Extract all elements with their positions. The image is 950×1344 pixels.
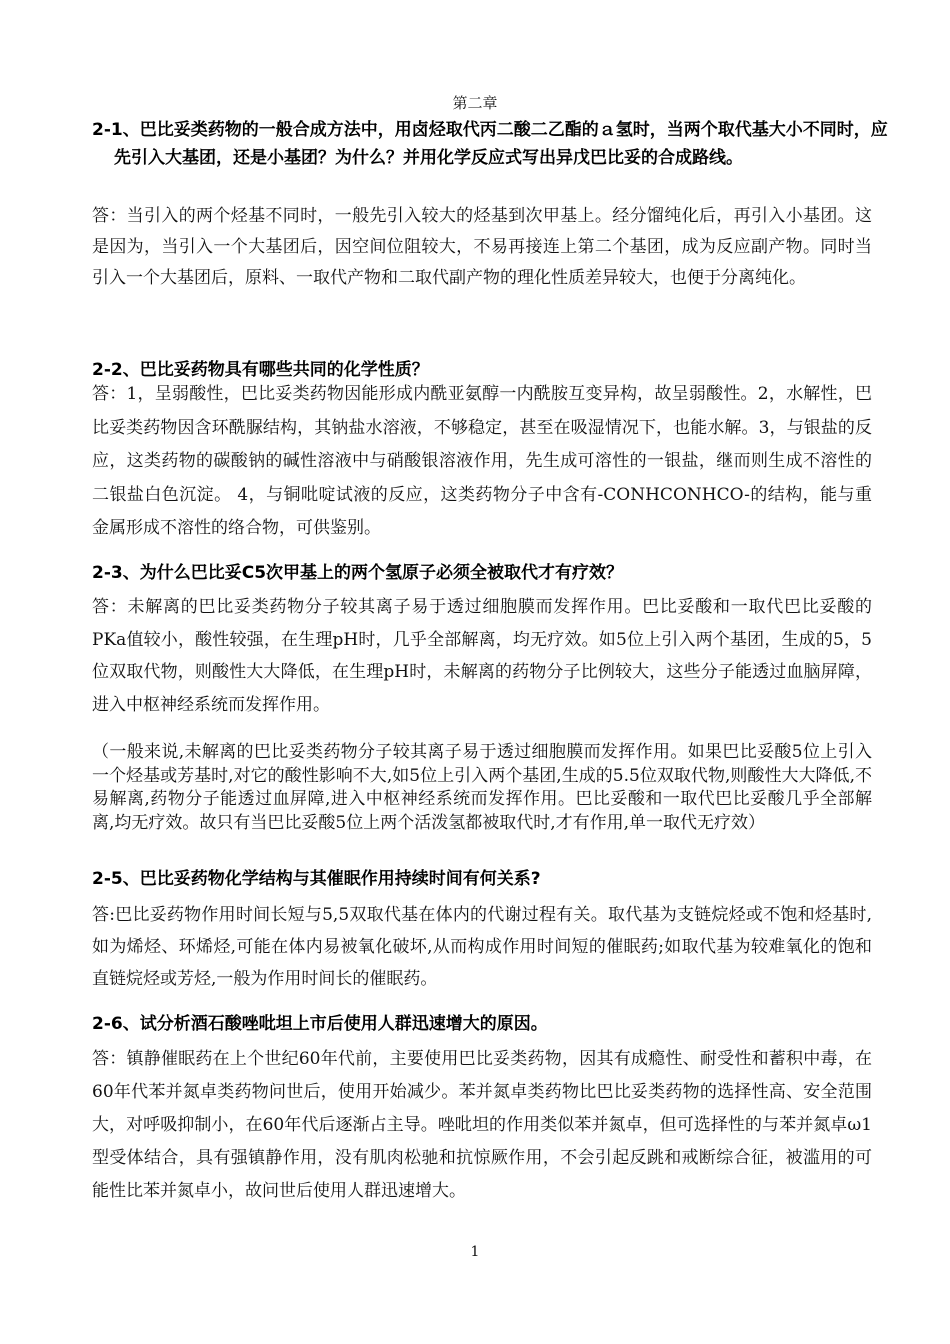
chapter-title: 第二章 xyxy=(452,94,498,112)
answer-2-5: 答:巴比妥药物作用时间长短与5,5双取代基在体内的代谢过程有关。取代基为支链烷烃或不饱和烃基时,如为烯烃、环烯烃,可能在体内易被氧化破坏,从而构成作用时间短的催眠药;如取代基为较难氧化的饱和直链烷烃或芳烃,一般为作用时间长的催眠药。 xyxy=(92,905,872,989)
question-2-5: 2-5、巴比妥药物化学结构与其催眠作用持续时间有何关系? xyxy=(92,869,541,889)
question-2-3: 2-3、为什么巴比妥C5次甲基上的两个氢原子必须全被取代才有疗效？ xyxy=(92,563,624,583)
question-2-2: 2-2、巴比妥药物具有哪些共同的化学性质？ xyxy=(92,360,429,380)
answer-2-3: 答：未解离的巴比妥类药物分子较其离子易于透过细胞膜而发挥作用。巴比妥酸和一取代巴比妥酸的PKa值较小，酸性较强，在生理pH时，几乎全部解离，均无疗效。如5位上引入两个基团，生成的5，5位双取代物，则酸性大大降低，在生理pH时，未解离的药物分子比例较大，这些分子能透过血脑屏障，进入中枢神经系统而发挥作用。 xyxy=(92,597,872,715)
note-2-3: （一般来说,未解离的巴比妥类药物分子较其离子易于透过细胞膜而发挥作用。如果巴比妥酸5位上引入一个烃基或芳基时,对它的酸性影响不大,如5位上引入两个基团,生成的5.5位双取代物,则酸性大大降低,不易解离,药物分子能透过血屏障,进入中枢神经系统而发挥作用。巴比妥酸和一取代巴比妥酸几乎全部解离,均无疗效。故只有当巴比妥酸5位上两个活泼氢都被取代时,才有作用,单一取代无疗效） xyxy=(92,742,872,833)
answer-2-1: 答：当引入的两个烃基不同时，一般先引入较大的烃基到次甲基上。经分馏纯化后，再引入小基团。这是因为，当引入一个大基团后，因空间位阻较大，不易再接连上第二个基团，成为反应副产物。同时当引入一个大基团后，原料、一取代产物和二取代副产物的理化性质差异较大，也便于分离纯化。 xyxy=(92,206,872,288)
answer-2-6: 答：镇静催眠药在上个世纪60年代前，主要使用巴比妥类药物，因其有成瘾性、耐受性和蓄积中毒，在60年代苯并氮卓类药物问世后，使用开始减少。苯并氮卓类药物比巴比妥类药物的选择性高、安全范围大，对呼吸抑制小，在60年代后逐渐占主导。唑吡坦的作用类似苯并氮卓，但可选择性的与苯并氮卓ω1型受体结合，具有强镇静作用，没有肌肉松驰和抗惊厥作用，不会引起反跳和戒断综合征，被滥用的可能性比苯并氮卓小，故问世后使用人群迅速增大。 xyxy=(92,1049,872,1201)
question-2-6: 2-6、试分析酒石酸唑吡坦上市后使用人群迅速增大的原因。 xyxy=(92,1014,548,1034)
page-number: 1 xyxy=(470,1244,480,1260)
answer-2-2: 答：1，呈弱酸性，巴比妥类药物因能形成内酰亚氨醇一内酰胺互变异构，故呈弱酸性。2，水解性，巴比妥类药物因含环酰脲结构，其钠盐水溶液，不够稳定，甚至在吸湿情况下，也能水解。3，与银盐的反应，这类药物的碳酸钠的碱性溶液中与硝酸银溶液作用，先生成可溶性的一银盐，继而则生成不溶性的二银盐白色沉淀。 4，与铜吡啶试液的反应，这类药物分子中含有-CONHCONHCO-的结构，能与重金属形成不溶性的络合物，可供鉴别。 xyxy=(92,384,872,538)
question-2-1: 2-1、巴比妥类药物的一般合成方法中，用卤烃取代丙二酸二乙酯的ａ氢时，当两个取代基大小不同时，应先引入大基团，还是小基团？为什么？并用化学反应式写出异戊巴比妥的合成路线。 xyxy=(92,120,888,168)
